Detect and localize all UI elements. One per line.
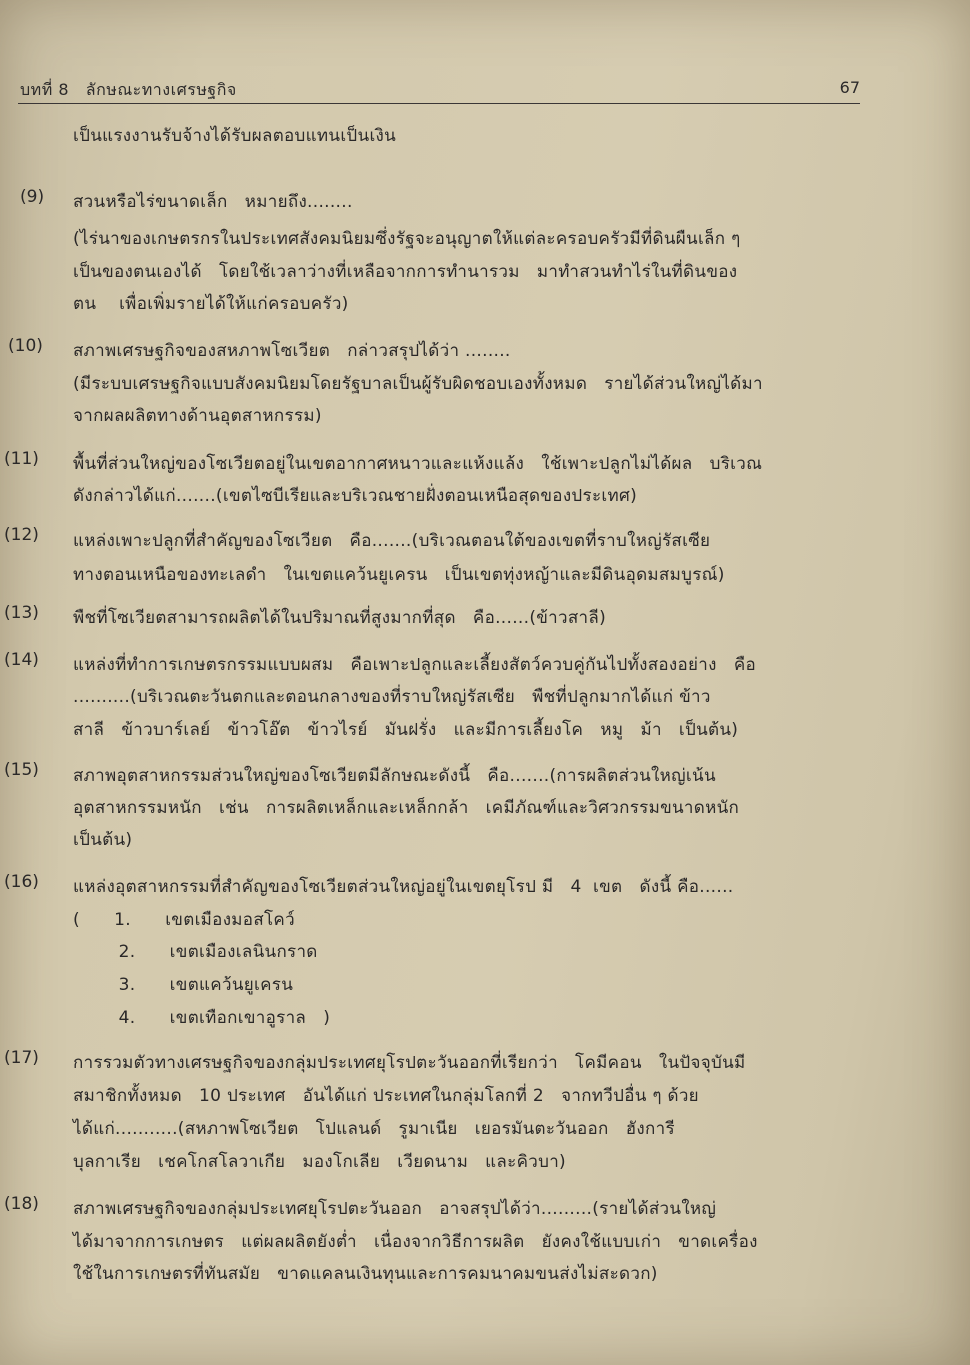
header-rule <box>18 103 860 104</box>
item-number: (18) <box>4 1194 39 1214</box>
item-sublist-line: 2. เขตเมืองเลนินกราด <box>73 942 318 962</box>
item-line: อุตสาหกรรมหนัก เช่น การผลิตเหล็กและเหล็กกล้า เคมีภัณฑ์และวิศวกรรมขนาดหนัก <box>73 798 740 818</box>
item-line: สาลี ข้าวบาร์เลย์ ข้าวโอ๊ต ข้าวไรย์ มันฝรั่ง และมีการเลี้ยงโค หมู ม้า เป็นต้น) <box>73 720 739 740</box>
item-line: เป็นต้น) <box>73 830 133 850</box>
item-line: ..........(บริเวณตะวันตกและตอนกลางของที่ราบใหญ่รัสเซีย พืชที่ปลูกมากได้แก่ ข้าว <box>73 687 711 707</box>
continuation-line: เป็นแรงงานรับจ้างได้รับผลตอบแทนเป็นเงิน <box>73 126 397 146</box>
item-line: สภาพเศรษฐกิจของสหภาพโซเวียต กล่าวสรุปได้ว่า ........ <box>73 341 511 361</box>
item-number: (10) <box>8 336 43 356</box>
item-line: ได้มาจากการเกษตร แต่ผลผลิตยังต่ำ เนื่องจากวิธีการผลิต ยังคงใช้แบบเก่า ขาดเครื่อง <box>73 1232 758 1252</box>
item-number: (15) <box>4 760 39 780</box>
item-number: (12) <box>4 525 39 545</box>
item-line: จากผลผลิตทางด้านอุตสาหกรรม) <box>73 406 322 426</box>
item-line: สวนหรือไร่ขนาดเล็ก หมายถึง........ <box>73 192 353 212</box>
chapter-title: บทที่ 8 ลักษณะทางเศรษฐกิจ <box>20 80 237 99</box>
item-line: ดังกล่าวได้แก่.......(เขตไซบีเรียและบริเวณชายฝั่งตอนเหนือสุดของประเทศ) <box>73 486 638 506</box>
item-line: (มีระบบเศรษฐกิจแบบสังคมนิยมโดยรัฐบาลเป็นผู้รับผิดชอบเองทั้งหมด รายได้ส่วนใหญ่ได้มา <box>73 374 763 394</box>
item-line: บุลกาเรีย เชคโกสโลวาเกีย มองโกเลีย เวียดนาม และคิวบา) <box>73 1152 566 1172</box>
item-sublist-line: ( 1. เขตเมืองมอสโคว์ <box>73 910 295 930</box>
item-line: เป็นของตนเองได้ โดยใช้เวลาว่างที่เหลือจากการทำนารวม มาทำสวนทำไร่ในที่ดินของ <box>73 262 738 282</box>
item-number: (9) <box>20 187 45 207</box>
item-line: พื้นที่ส่วนใหญ่ของโซเวียตอยู่ในเขตอากาศหนาวและแห้งแล้ง ใช้เพาะปลูกไม่ได้ผล บริเวณ <box>73 454 763 474</box>
item-line: สมาชิกทั้งหมด 10 ประเทศ อันได้แก่ ประเทศในกลุ่มโลกที่ 2 จากทวีปอื่น ๆ ด้วย <box>73 1086 699 1106</box>
item-line: พืชที่โซเวียตสามารถผลิตได้ในปริมาณที่สูงมากที่สุด คือ......(ข้าวสาลี) <box>73 608 607 628</box>
item-line: ตน เพื่อเพิ่มรายได้ให้แก่ครอบครัว) <box>73 294 349 314</box>
item-line: สภาพเศรษฐกิจของกลุ่มประเทศยุโรปตะวันออก อาจสรุปได้ว่า.........(รายได้ส่วนใหญ่ <box>73 1199 717 1219</box>
item-number: (17) <box>4 1048 39 1068</box>
item-line: ทางตอนเหนือของทะเลดำ ในเขตแคว้นยูเครน เป็นเขตทุ่งหญ้าและมีดินอุดมสมบูรณ์) <box>73 565 725 585</box>
item-line: การรวมตัวทางเศรษฐกิจของกลุ่มประเทศยุโรปตะวันออกที่เรียกว่า โคมีคอน ในปัจจุบันมี <box>73 1053 746 1073</box>
item-line: แหล่งที่ทำการเกษตรกรรมแบบผสม คือเพาะปลูกและเลี้ยงสัตว์ควบคู่กันไปทั้งสองอย่าง คือ <box>73 655 757 675</box>
item-line: ใช้ในการเกษตรที่ทันสมัย ขาดแคลนเงินทุนและการคมนาคมขนส่งไม่สะดวก) <box>73 1264 658 1284</box>
item-number: (11) <box>4 449 39 469</box>
item-line: สภาพอุตสาหกรรมส่วนใหญ่ของโซเวียตมีลักษณะดังนี้ คือ.......(การผลิตส่วนใหญ่เน้น <box>73 766 716 786</box>
item-number: (13) <box>4 603 39 623</box>
item-number: (14) <box>4 650 39 670</box>
item-line: แหล่งเพาะปลูกที่สำคัญของโซเวียต คือ.......(บริเวณตอนใต้ของเขตที่ราบใหญ่รัสเซีย <box>73 531 711 551</box>
item-line: (ไร่นาของเกษตรกรในประเทศสังคมนิยมซึ่งรัฐจะอนุญาตให้แต่ละครอบครัวมีที่ดินผืนเล็ก ๆ <box>73 229 741 249</box>
item-sublist-line: 3. เขตแคว้นยูเครน <box>73 975 294 995</box>
item-sublist-line: 4. เขตเทือกเขาอูราล ) <box>73 1008 331 1028</box>
item-line: แหล่งอุตสาหกรรมที่สำคัญของโซเวียตส่วนใหญ่อยู่ในเขตยุโรป มี 4 เขต ดังนี้ คือ...... <box>73 877 734 897</box>
item-number: (16) <box>4 872 39 892</box>
item-line: ได้แก่...........(สหภาพโซเวียต โปแลนด์ รูมาเนีย เยอรมันตะวันออก ฮังการี <box>73 1119 675 1139</box>
page-number: 67 <box>839 78 860 97</box>
page-header <box>20 78 860 102</box>
